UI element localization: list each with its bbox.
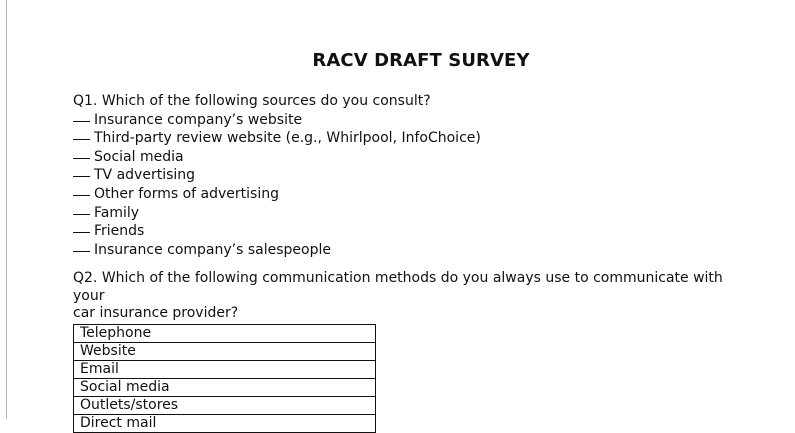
answer-blank[interactable]	[73, 127, 90, 140]
table-row[interactable]	[74, 360, 376, 378]
table-cell[interactable]: Outlets/stores	[74, 396, 376, 414]
option-label: Other forms of advertising	[94, 185, 279, 202]
question-2	[73, 270, 733, 433]
q1-option-friends[interactable]	[73, 222, 481, 241]
question-2-text-line-2: car insurance provider?	[73, 305, 239, 322]
option-label: Insurance company’s salespeople	[94, 241, 331, 258]
option-label: Insurance company’s website	[94, 111, 303, 128]
question-2-text-line-1: Q2. Which of the following communication methods do you always use to communicate with your	[73, 270, 723, 304]
question-1-text: Q1. Which of the following sources do you consult?	[73, 93, 431, 109]
table-cell[interactable]: Email	[74, 360, 376, 378]
table-cell[interactable]: Direct mail	[74, 414, 376, 432]
communication-methods-table	[73, 324, 376, 433]
answer-blank[interactable]	[73, 220, 90, 233]
table-row[interactable]	[74, 324, 376, 342]
q1-option-family[interactable]	[73, 204, 481, 223]
table-row[interactable]	[74, 378, 376, 396]
q1-option-social-media[interactable]	[73, 148, 481, 167]
answer-blank[interactable]	[73, 183, 90, 196]
q1-option-other-advertising[interactable]	[73, 185, 481, 204]
table-cell[interactable]: Telephone	[74, 324, 376, 342]
q1-option-insurance-website[interactable]	[73, 111, 481, 130]
answer-blank[interactable]	[73, 164, 90, 177]
table-row[interactable]	[74, 396, 376, 414]
q1-option-salespeople[interactable]	[73, 241, 481, 260]
answer-blank[interactable]	[73, 202, 90, 215]
q1-option-review-website[interactable]	[73, 129, 481, 148]
option-label: TV advertising	[94, 167, 196, 184]
answer-blank[interactable]	[73, 109, 90, 122]
table-row[interactable]	[74, 414, 376, 432]
answer-blank[interactable]	[73, 239, 90, 252]
document-title: RACV DRAFT SURVEY	[312, 50, 530, 71]
answer-blank[interactable]	[73, 146, 90, 159]
option-label: Family	[94, 204, 140, 221]
option-label: Third-party review website (e.g., Whirlpool, InfoChoice)	[94, 130, 481, 147]
option-label: Social media	[94, 148, 184, 165]
q1-option-tv-advertising[interactable]	[73, 166, 481, 185]
table-cell[interactable]: Website	[74, 342, 376, 360]
table-cell[interactable]: Social media	[74, 378, 376, 396]
question-1	[73, 93, 481, 259]
option-label: Friends	[94, 223, 145, 240]
table-row[interactable]	[74, 342, 376, 360]
